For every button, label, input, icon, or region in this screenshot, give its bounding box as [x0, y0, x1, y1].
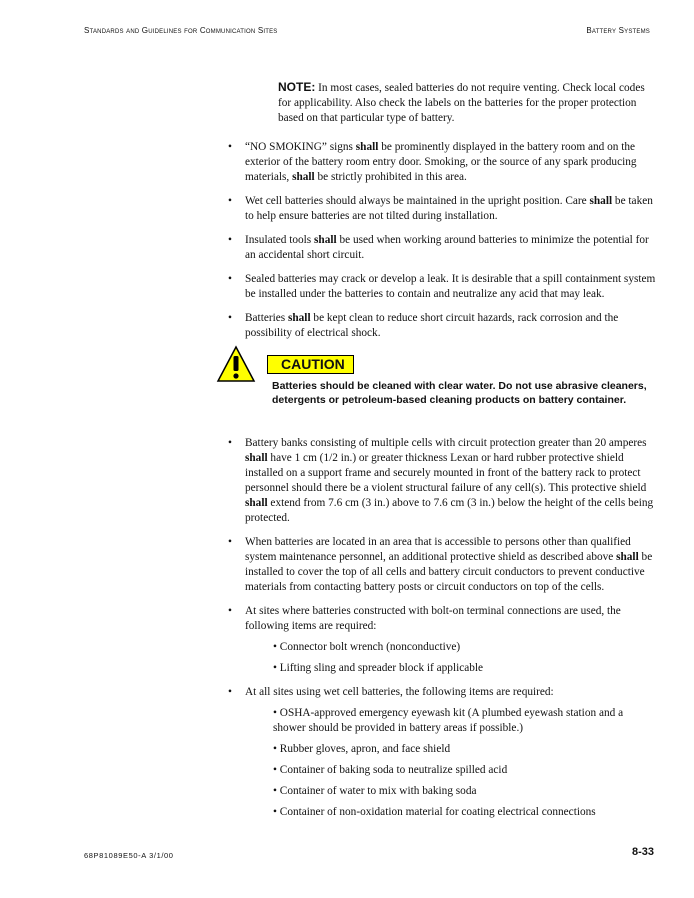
- bullet-item: [227, 685, 657, 820]
- bullet-text: “NO SMOKING” signs: [245, 141, 356, 153]
- bold-keyword: shall: [292, 171, 315, 183]
- bullet-icon: •: [228, 312, 232, 324]
- sub-bullet-item: [245, 706, 657, 736]
- bullet-item: [227, 194, 657, 224]
- bullet-item: [227, 436, 657, 526]
- sub-bullet-item: [245, 784, 657, 799]
- bold-keyword: shall: [245, 497, 268, 509]
- bullet-icon: •: [228, 536, 232, 548]
- bullet-text: be kept clean to reduce short circuit hazards, rack corrosion and the possibility of electrical shock.: [245, 312, 619, 339]
- sub-bullet-text: Container of non-oxidation material for coating electrical connections: [279, 806, 596, 818]
- bold-keyword: shall: [287, 312, 311, 324]
- bullet-text: Insulated tools: [245, 234, 315, 246]
- bullet-icon: •: [228, 234, 232, 246]
- sub-bullet-item: [245, 640, 657, 655]
- sub-bullet-icon: •: [273, 806, 280, 818]
- bullet-text: At sites where batteries constructed with bolt-on terminal connections are used, the following items are required:: [245, 605, 621, 632]
- bullet-text: be installed to cover the top of all cells and battery circuit conductors to prevent conductive materials from contacting battery posts or circuit conductors on top of the cells.: [245, 551, 653, 593]
- document-id: 68P81089E50-A 3/1/00: [84, 851, 174, 860]
- note-block: [278, 80, 656, 126]
- bold-keyword: shall: [355, 141, 379, 153]
- bullet-text: Batteries: [245, 312, 288, 324]
- bullet-icon: •: [228, 686, 232, 698]
- bold-keyword: shall: [314, 234, 337, 246]
- sub-bullet-item: [245, 805, 657, 820]
- bullet-text: At all sites using wet cell batteries, the following items are required:: [245, 686, 554, 698]
- bold-keyword: shall: [616, 551, 639, 563]
- sub-bullet-icon: •: [273, 764, 280, 776]
- caution-text: Batteries should be cleaned with clear water. Do not use abrasive cleaners, detergents or petroleum-based cleaning products on battery container.: [272, 380, 647, 406]
- sub-bullet-icon: •: [273, 641, 280, 653]
- sub-bullet-item: [245, 742, 657, 757]
- sub-bullet-text: Rubber gloves, apron, and face shield: [279, 743, 451, 755]
- sub-bullet-icon: •: [273, 743, 280, 755]
- bullet-text: be strictly prohibited in this area.: [314, 171, 467, 183]
- note-text: In most cases, sealed batteries do not require venting. Check local codes for applicability. Also check the labels on the batteries for the proper protection based on that particular type of battery.: [278, 82, 645, 124]
- sub-bullet-text: Connector bolt wrench (nonconductive): [279, 641, 461, 653]
- bullet-text: be used when working around batteries to minimize the potential for an accidental short circuit.: [245, 234, 649, 261]
- bullet-icon: •: [228, 195, 232, 207]
- running-header-right: Battery Systems: [586, 26, 650, 35]
- bullet-text: Sealed batteries may crack or develop a leak. It is desirable that a spill containment system be installed under the batteries to contain and neutralize any acid that may leak.: [245, 273, 656, 300]
- caution-label: CAUTION: [267, 355, 354, 374]
- bullet-icon: •: [228, 141, 232, 153]
- bold-keyword: shall: [245, 452, 268, 464]
- warning-triangle-icon: [216, 345, 256, 383]
- bullet-list-top: [227, 140, 657, 350]
- bullet-text: extend from 7.6 cm (3 in.) above to 7.6 cm (3 in.) below the height of the cells being protected.: [245, 497, 654, 524]
- bullet-icon: •: [228, 273, 232, 285]
- note-label: NOTE:: [278, 80, 316, 94]
- bullet-icon: •: [228, 437, 232, 449]
- sub-bullet-text: OSHA-approved emergency eyewash kit (A plumbed eyewash station and a shower should be provided in battery areas if possible.): [273, 707, 624, 734]
- sub-bullet-text: Container of water to mix with baking soda: [279, 785, 477, 797]
- sub-bullet-list: [245, 640, 657, 676]
- bullet-text: Battery banks consisting of multiple cells with circuit protection greater than 20 amperes: [245, 437, 647, 449]
- bullet-text: have 1 cm (1/2 in.) or greater thickness Lexan or hard rubber protective shield installed on a support frame and securely mounted in front of the battery rack to protect personnel should there be a violent structural failure of any cell(s). This protective shield: [245, 452, 647, 494]
- bullet-list-bottom: [227, 436, 657, 829]
- sub-bullet-icon: •: [273, 785, 280, 797]
- sub-bullet-text: Container of baking soda to neutralize spilled acid: [279, 764, 508, 776]
- bullet-item: [227, 535, 657, 595]
- bullet-text: Wet cell batteries should always be maintained in the upright position. Care: [245, 195, 590, 207]
- sub-bullet-item: [245, 763, 657, 778]
- bullet-item: [227, 233, 657, 263]
- sub-bullet-item: [245, 661, 657, 676]
- running-header-left: Standards and Guidelines for Communication Sites: [84, 26, 278, 35]
- bullet-text: be taken to help ensure batteries are not tilted during installation.: [245, 195, 653, 222]
- bullet-item: [227, 272, 657, 302]
- bullet-item: [227, 311, 657, 341]
- bullet-text: be prominently displayed in the battery room and on the exterior of the battery room entry door. Smoking, or the source of any spark producing materials,: [245, 141, 637, 183]
- bullet-text: When batteries are located in an area that is accessible to persons other than qualified system maintenance personnel, an additional protective shield as described above: [245, 536, 631, 563]
- sub-bullet-icon: •: [273, 707, 280, 719]
- page-number: 8-33: [631, 846, 654, 858]
- bullet-item: [227, 140, 657, 185]
- bold-keyword: shall: [589, 195, 613, 207]
- bullet-item: [227, 604, 657, 676]
- sub-bullet-text: Lifting sling and spreader block if applicable: [279, 662, 484, 674]
- bullet-icon: •: [228, 605, 232, 617]
- sub-bullet-icon: •: [273, 662, 280, 674]
- sub-bullet-list: [245, 706, 657, 820]
